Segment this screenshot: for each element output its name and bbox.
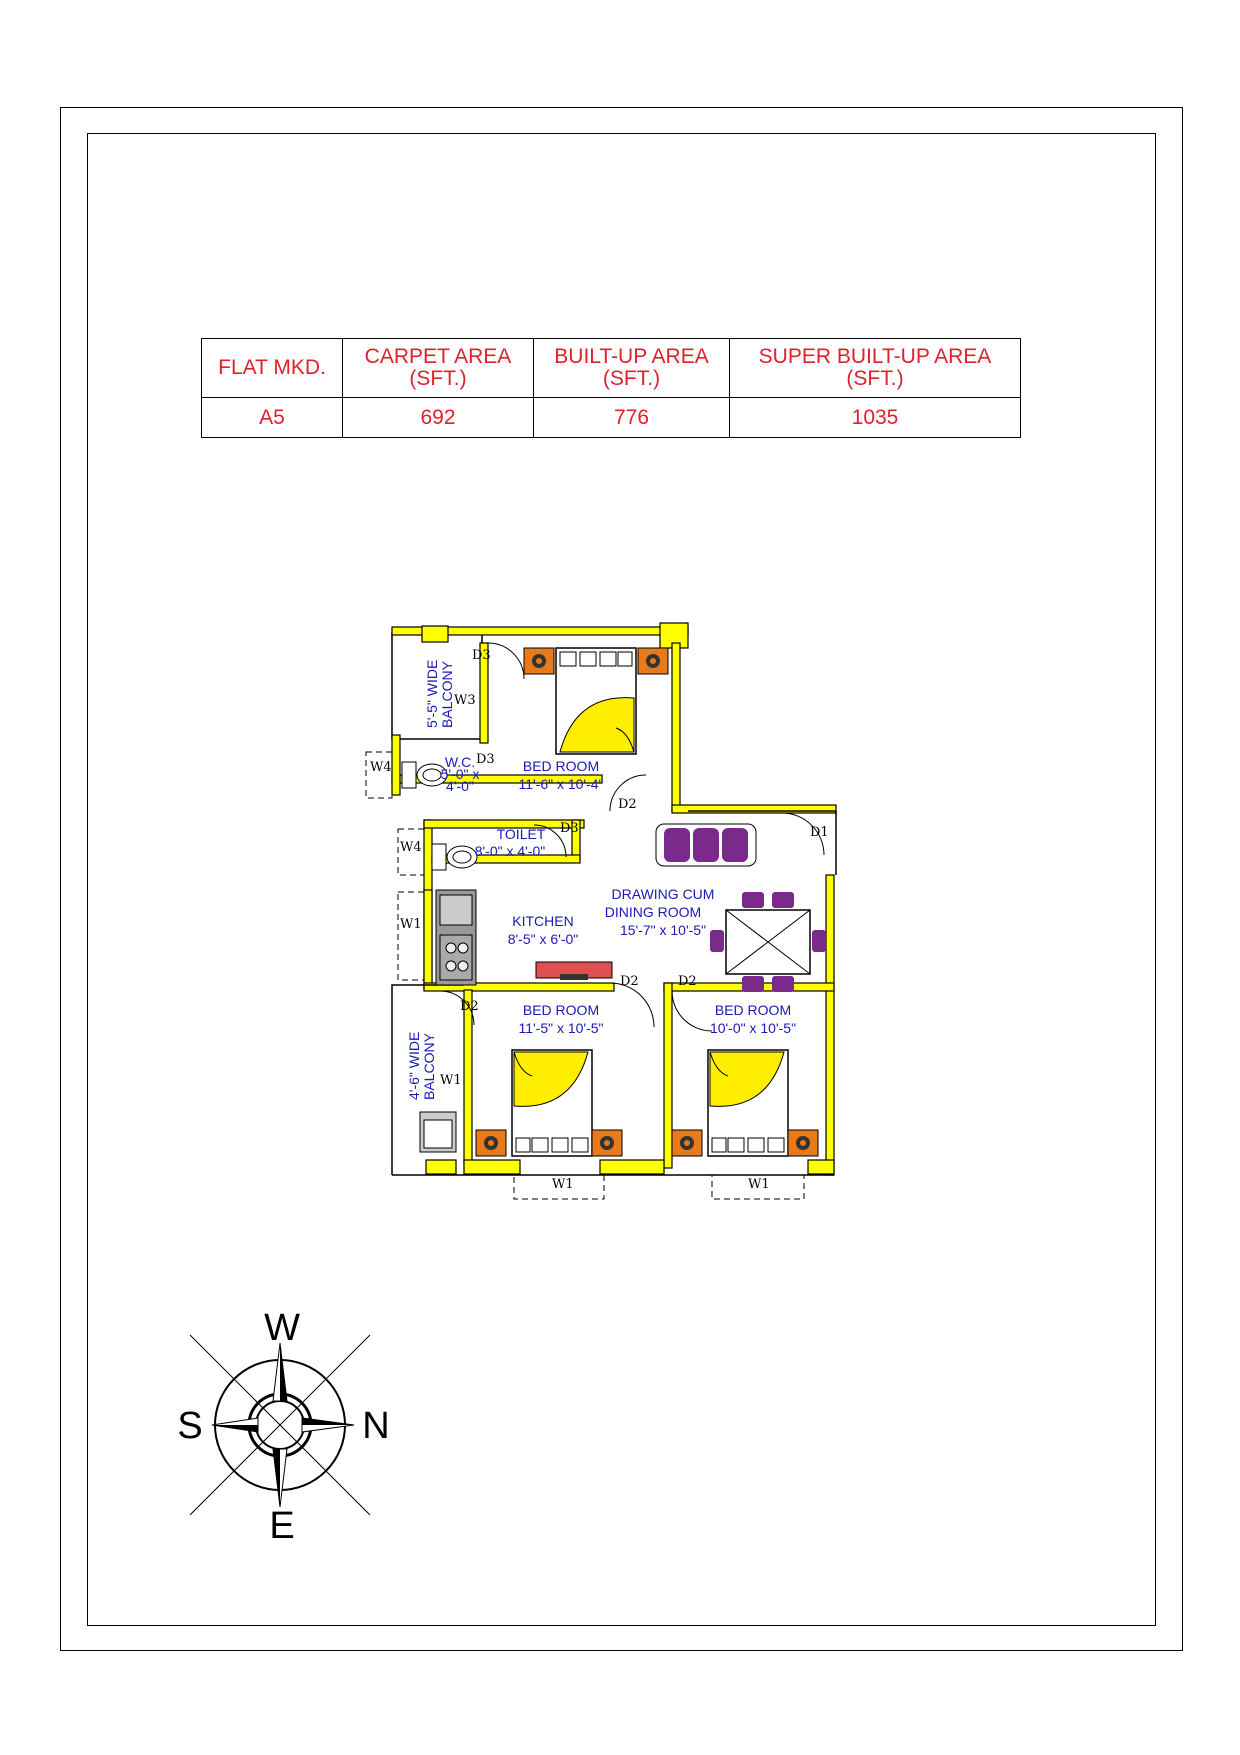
wc-size-2: 4'-0" [446, 778, 474, 794]
bedroom-right-name: BED ROOM [714, 1002, 792, 1018]
drawing-line2: DINING ROOM [604, 904, 702, 920]
header-flat-mkd-text: FLAT MKD. [218, 356, 326, 379]
bed-left-room [476, 1050, 622, 1156]
window-label-w1-right: W1 [748, 1177, 770, 1192]
compass-west: W [264, 1307, 300, 1349]
window-label-w1-left: W1 [552, 1177, 574, 1192]
header-super-built-up-area-line2: (SFT.) [846, 367, 904, 390]
bedroom-top-size: 11'-6" x 10'-4" [518, 776, 604, 792]
tv-unit [536, 962, 612, 980]
window-label-w3: W3 [454, 693, 476, 708]
header-carpet-area-line2: (SFT.) [409, 367, 467, 390]
door-label-d1: D1 [810, 825, 829, 840]
header-built-up-area-line1: BUILT-UP AREA [554, 345, 709, 368]
dining-table [710, 892, 826, 992]
window-label-w1-balcony: W1 [440, 1073, 462, 1088]
balcony-top [392, 633, 482, 739]
drawing-line1: DRAWING CUM [611, 886, 715, 902]
wc-name: W.C. [444, 754, 476, 770]
kitchen-name: KITCHEN [512, 913, 574, 929]
header-carpet-area-line1: CARPET AREA [364, 345, 512, 368]
bedroom-right-size: 10'-0" x 10'-5" [709, 1020, 797, 1036]
toilet-size: 8'-0" x 4'-0" [474, 843, 546, 859]
balcony-bottom-label-1: 4'-6" WIDE [406, 1031, 422, 1100]
door-label-d3-wc: D3 [476, 752, 495, 767]
compass-rose [190, 1335, 370, 1515]
wc-size-1: 5'-0" x [440, 766, 480, 782]
window-label-w4-wc: W4 [370, 760, 392, 775]
cell-carpet: 692 [343, 398, 534, 438]
balcony-top-label-2: BALCONY [439, 661, 455, 728]
bedroom-left-size: 11'-5" x 10'-5" [518, 1020, 604, 1036]
compass-east: E [269, 1505, 295, 1547]
bed-top-room [524, 648, 668, 754]
door-label-d3-bedroom: D3 [472, 648, 491, 663]
kitchen-size: 8'-5" x 6'-0" [507, 931, 579, 947]
cell-super-built-up: 1035 [730, 398, 1021, 438]
sofa [656, 824, 756, 866]
door-label-d2-right: D2 [678, 974, 697, 989]
window-label-w1-kitchen: W1 [400, 917, 422, 932]
door-label-d3-toilet: D3 [560, 821, 579, 836]
cell-built-up: 776 [534, 398, 730, 438]
washing-machine [420, 1112, 456, 1152]
door-label-d2-left: D2 [620, 974, 639, 989]
compass-north: N [362, 1405, 390, 1447]
window-label-w4-toilet: W4 [400, 840, 422, 855]
balcony-top-label-1: 5'-5" WIDE [424, 659, 440, 728]
bedroom-left-name: BED ROOM [522, 1002, 600, 1018]
bed-right-room [672, 1050, 818, 1156]
cell-flat: A5 [202, 398, 343, 438]
header-built-up-area-line2: (SFT.) [602, 367, 661, 390]
header-super-built-up-area-line1: SUPER BUILT-UP AREA [758, 345, 992, 368]
bedroom-top-name: BED ROOM [522, 758, 600, 774]
door-label-d2-balcony: D2 [460, 999, 479, 1014]
kitchen-counter [436, 890, 476, 985]
door-label-d2-bedroom: D2 [618, 797, 637, 812]
compass-south: S [177, 1405, 203, 1447]
drawing-size: 15'-7" x 10'-5" [619, 922, 707, 938]
toilet-name: TOILET [496, 826, 546, 842]
toilet-fixture [432, 844, 477, 870]
balcony-bottom-label-2: BALCONY [421, 1033, 437, 1100]
